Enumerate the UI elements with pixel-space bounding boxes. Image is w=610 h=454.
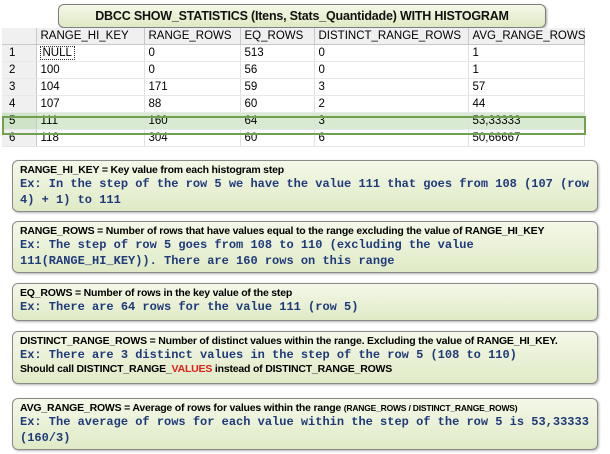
grid-cell[interactable]: 3	[314, 78, 468, 95]
grid-cell[interactable]: 0	[144, 61, 240, 78]
grid-cell[interactable]: 513	[240, 44, 314, 61]
note-range-hi-key	[12, 160, 598, 212]
title-text: DBCC SHOW_STATISTICS (Itens, Stats_Quantidade) WITH HISTOGRAM	[95, 9, 509, 23]
grid-cell[interactable]: 100	[36, 61, 144, 78]
column-header-distinct-range-rows[interactable]: DISTINCT_RANGE_ROWS	[314, 28, 468, 44]
null-value: NULL	[42, 46, 72, 59]
note-example: Ex: There are 64 rows for the value 111 (row 5)	[20, 300, 359, 314]
note-avg-range-rows	[12, 398, 598, 450]
note-eq-rows	[12, 283, 598, 321]
row-number[interactable]: 2	[2, 61, 36, 78]
grid-cell[interactable]: 56	[240, 61, 314, 78]
note-example: Ex: The average of rows for each value within the step of the row 5 is 53,33333 (160/3)	[20, 415, 589, 445]
grid-cell[interactable]: 50,66667	[468, 129, 584, 146]
row-number[interactable]: 5	[2, 112, 36, 129]
grid-cell[interactable]: 0	[314, 44, 468, 61]
row-number[interactable]: 3	[2, 78, 36, 95]
column-header-range-rows[interactable]: RANGE_ROWS	[144, 28, 240, 44]
note-definition: RANGE_ROWS = Number of rows that have values equal to the range excluding the value of RANGE_HI_KEY	[20, 225, 545, 237]
column-header-range-hi-key[interactable]: RANGE_HI_KEY	[36, 28, 144, 44]
grid-cell[interactable]: 118	[36, 129, 144, 146]
table-row[interactable]	[2, 129, 584, 146]
grid-cell[interactable]: 160	[144, 112, 240, 129]
grid-cell[interactable]: 57	[468, 78, 584, 95]
grid-cell[interactable]: 2	[314, 95, 468, 112]
table-row[interactable]	[2, 78, 584, 95]
note-definition: EQ_ROWS = Number of rows in the key value of the step	[20, 287, 293, 299]
note-example: Ex: In the step of the row 5 we have the value 111 that goes from 108 (107 (row 4) + 1) to 111	[20, 177, 589, 207]
remark-prefix: Should call DISTINCT_RANGE_	[20, 363, 172, 375]
table-row[interactable]	[2, 44, 584, 61]
column-header-avg-range-rows[interactable]: AVG_RANGE_ROWS	[468, 28, 584, 44]
note-remark	[20, 363, 590, 375]
note-distinct-range-rows	[12, 331, 598, 384]
grid-cell[interactable]: 111	[36, 112, 144, 129]
remark-highlight: VALUES	[171, 363, 213, 375]
row-number[interactable]: 6	[2, 129, 36, 146]
note-definition: RANGE_HI_KEY = Key value from each histogram step	[20, 164, 284, 176]
definition-text: AVG_RANGE_ROWS = Average of rows for values within the range	[20, 402, 344, 414]
grid-header-row	[2, 28, 584, 44]
grid-cell[interactable]: 3	[314, 112, 468, 129]
note-example: Ex: There are 3 distinct values in the step of the row 5 (108 to 110)	[20, 348, 517, 362]
results-grid[interactable]	[2, 28, 585, 147]
grid-cell[interactable]: 88	[144, 95, 240, 112]
corner-cell[interactable]	[2, 28, 36, 44]
grid-cell[interactable]: 44	[468, 95, 584, 112]
grid-cell[interactable]: 60	[240, 129, 314, 146]
note-range-rows	[12, 221, 598, 273]
table-row[interactable]	[2, 95, 584, 112]
grid-cell[interactable]: 59	[240, 78, 314, 95]
row-number[interactable]: 4	[2, 95, 36, 112]
grid-cell[interactable]: 53,33333	[468, 112, 584, 129]
grid-cell[interactable]: 107	[36, 95, 144, 112]
grid-cell[interactable]: 64	[240, 112, 314, 129]
note-definition	[20, 402, 590, 414]
note-example: Ex: The step of row 5 goes from 108 to 110 (excluding the value 111(RANGE_HI_KEY)). There are 160 rows on this range	[20, 238, 474, 268]
grid-cell[interactable]: 60	[240, 95, 314, 112]
grid-cell[interactable]: 1	[468, 44, 584, 61]
grid-cell[interactable]: 1	[468, 61, 584, 78]
grid-cell[interactable]	[36, 44, 144, 61]
grid-cell[interactable]: 6	[314, 129, 468, 146]
definition-formula: (RANGE_ROWS / DISTINCT_RANGE_ROWS)	[343, 403, 518, 413]
note-definition: DISTINCT_RANGE_ROWS = Number of distinct values within the range. Excluding the value of RANGE_HI_KEY.	[20, 335, 558, 347]
grid-cell[interactable]: 104	[36, 78, 144, 95]
column-header-eq-rows[interactable]: EQ_ROWS	[240, 28, 314, 44]
grid-cell[interactable]: 171	[144, 78, 240, 95]
title-banner	[58, 4, 546, 28]
grid-cell[interactable]: 0	[144, 44, 240, 61]
table-row-selected[interactable]	[2, 112, 584, 129]
grid-cell[interactable]: 304	[144, 129, 240, 146]
grid-cell[interactable]: 0	[314, 61, 468, 78]
remark-suffix: instead of DISTINCT_RANGE_ROWS	[212, 363, 393, 375]
table-row[interactable]	[2, 61, 584, 78]
row-number[interactable]: 1	[2, 44, 36, 61]
